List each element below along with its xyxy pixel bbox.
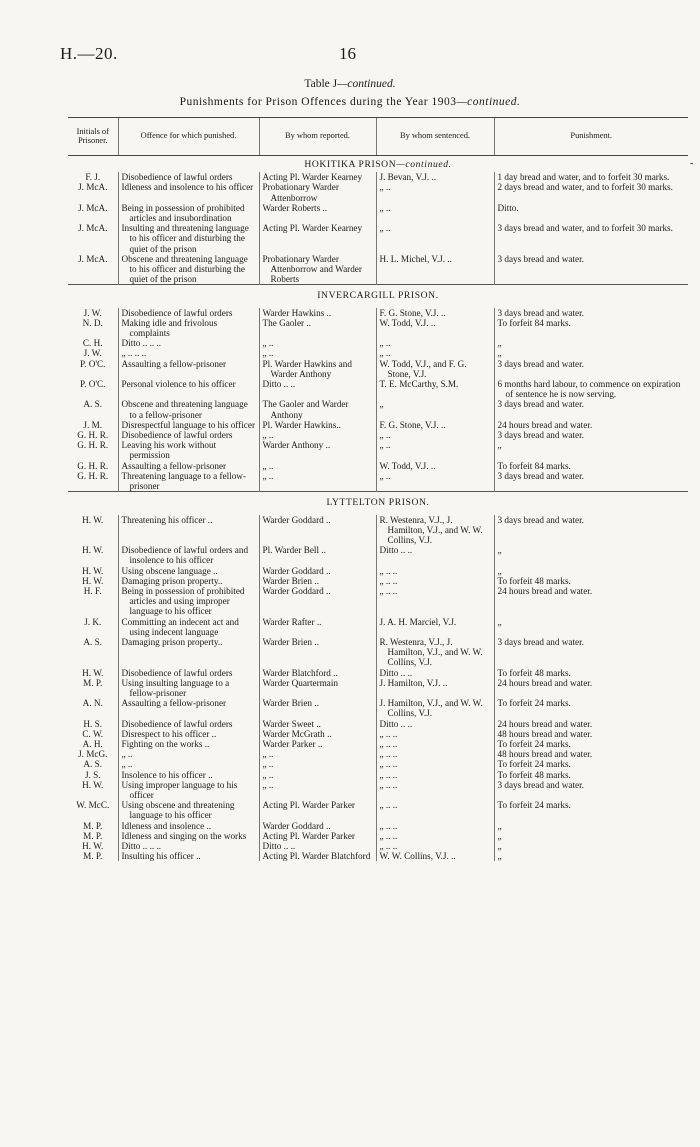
- punishment-cell: 3 days bread and water.: [494, 515, 688, 546]
- column-header-sentenced: By whom sentenced.: [376, 118, 494, 156]
- table-row: [68, 770, 688, 780]
- offence-cell: „ ..: [118, 749, 259, 759]
- punishment-cell: To forfeit 48 marks.: [494, 770, 688, 780]
- sentenced-by-cell: „ .. ..: [376, 576, 494, 586]
- reported-by-cell: Warder Goddard ..: [259, 566, 376, 576]
- table-row: [68, 821, 688, 831]
- offence-cell: Idleness and insolence to his officer: [118, 182, 259, 202]
- punishment-cell: „: [494, 338, 688, 348]
- reported-by-cell: Warder Goddard ..: [259, 821, 376, 831]
- offence-cell: Threatening his officer ..: [118, 515, 259, 546]
- sentenced-by-cell: W. W. Collins, V.J. ..: [376, 851, 494, 861]
- punishment-cell: Ditto.: [494, 203, 688, 223]
- punishment-cell: „: [494, 821, 688, 831]
- reported-by-cell: „ ..: [259, 780, 376, 800]
- table-row: [68, 800, 688, 820]
- offence-cell: Ditto .. .. ..: [118, 338, 259, 348]
- reported-by-cell: Warder Brien ..: [259, 637, 376, 668]
- punishment-cell: 2 days bread and water, and to forfeit 30 marks.: [494, 182, 688, 202]
- punishment-cell: 3 days bread and water, and to forfeit 30 marks.: [494, 223, 688, 254]
- table-row: [68, 318, 688, 338]
- column-header-reported: By whom reported.: [259, 118, 376, 156]
- reported-by-cell: Warder Anthony ..: [259, 440, 376, 460]
- initials-cell: G. H. R.: [77, 470, 109, 481]
- table-row: [68, 739, 688, 749]
- column-header-offence: Offence for which punished.: [118, 118, 259, 156]
- offence-cell: Fighting on the works ..: [118, 739, 259, 749]
- section-name: HOKITIKA PRISON: [304, 159, 397, 170]
- table-row: [68, 749, 688, 759]
- offence-cell: Disobedience of lawful orders: [118, 668, 259, 678]
- table-row: [68, 223, 688, 254]
- initials-cell: G. H. R.: [77, 430, 109, 441]
- table-row: [68, 780, 688, 800]
- reported-by-cell: Warder Quartermain: [259, 678, 376, 698]
- sentenced-by-cell: Ditto .. ..: [376, 668, 494, 678]
- sentenced-by-cell: „ ..: [376, 440, 494, 460]
- initials-cell: J. M.: [83, 419, 103, 430]
- offence-cell: Idleness and insolence ..: [118, 821, 259, 831]
- sentenced-by-cell: J. Hamilton, V.J. ..: [376, 678, 494, 698]
- initials-cell: H. W.: [82, 779, 104, 790]
- punishment-cell: To forfeit 24 marks.: [494, 698, 688, 718]
- sentenced-by-cell: Ditto .. ..: [376, 545, 494, 565]
- initials-cell: J. McA.: [78, 253, 108, 264]
- table-row: [68, 203, 688, 223]
- reported-by-cell: „ ..: [259, 471, 376, 492]
- reported-by-cell: The Gaoler ..: [259, 318, 376, 338]
- punishment-cell: 3 days bread and water.: [494, 471, 688, 492]
- initials-cell: J. W.: [83, 307, 102, 318]
- initials-cell: P. O'C.: [80, 358, 106, 369]
- sentenced-by-cell: „ .. ..: [376, 780, 494, 800]
- punishment-cell: 3 days bread and water.: [494, 430, 688, 440]
- sentenced-by-cell: R. Westenra, V.J., J. Hamilton, V.J., and W. W. Collins, V.J.: [376, 637, 494, 668]
- table-row: [68, 348, 688, 358]
- reported-by-cell: Warder Blatchford ..: [259, 668, 376, 678]
- table-row: [68, 576, 688, 586]
- sentenced-by-cell: Ditto .. ..: [376, 719, 494, 729]
- table-title-text: Table J: [304, 78, 338, 90]
- offence-cell: Idleness and singing on the works: [118, 831, 259, 841]
- initials-cell: J. McG.: [78, 749, 108, 760]
- punishment-cell: 24 hours bread and water.: [494, 586, 688, 617]
- offence-cell: Assaulting a fellow-prisoner: [118, 359, 259, 379]
- table-row: [68, 461, 688, 471]
- reported-by-cell: Warder Parker ..: [259, 739, 376, 749]
- sentenced-by-cell: „ .. ..: [376, 759, 494, 769]
- initials-cell: M. P.: [83, 830, 103, 841]
- punishment-cell: „: [494, 440, 688, 460]
- reported-by-cell: „ ..: [259, 770, 376, 780]
- initials-cell: M. P.: [83, 851, 103, 862]
- offence-cell: Committing an indecent act and using indecent language: [118, 617, 259, 637]
- reported-by-cell: „ ..: [259, 461, 376, 471]
- offence-cell: Disrespectful language to his officer: [118, 420, 259, 430]
- reported-by-cell: Acting Pl. Warder Parker: [259, 800, 376, 820]
- table-row: [68, 831, 688, 841]
- offence-cell: Disobedience of lawful orders: [118, 172, 259, 182]
- punishment-cell: 6 months hard labour, to commence on expiration of sentence he is now serving.: [494, 379, 688, 399]
- initials-cell: N. D.: [82, 317, 103, 328]
- reported-by-cell: Probationary Warder Attenborrow and Warder Roberts: [259, 254, 376, 285]
- sentenced-by-cell: J. A. H. Marciel, V.J.: [376, 617, 494, 637]
- punishment-cell: 3 days bread and water.: [494, 780, 688, 800]
- initials-cell: H. F.: [83, 585, 102, 596]
- punishment-cell: 24 hours bread and water.: [494, 420, 688, 430]
- reported-by-cell: Pl. Warder Bell ..: [259, 545, 376, 565]
- initials-cell: M. P.: [83, 677, 103, 688]
- sentenced-by-cell: J. Hamilton, V.J., and W. W. Collins, V.J.: [376, 698, 494, 718]
- initials-cell: C. H.: [82, 338, 103, 349]
- offence-cell: Threatening language to a fellow-prisoner: [118, 471, 259, 492]
- offence-cell: Personal violence to his officer: [118, 379, 259, 399]
- sentenced-by-cell: „ .. ..: [376, 749, 494, 759]
- section-heading: [68, 156, 688, 173]
- punishment-cell: To forfeit 84 marks.: [494, 318, 688, 338]
- page-number: 16: [339, 44, 356, 63]
- offence-cell: Assaulting a fellow-prisoner: [118, 698, 259, 718]
- table-row: [68, 379, 688, 399]
- offence-cell: Making idle and frivolous complaints: [118, 318, 259, 338]
- reported-by-cell: Acting Pl. Warder Kearney: [259, 223, 376, 254]
- initials-cell: J. McA.: [78, 223, 108, 234]
- reported-by-cell: „ ..: [259, 759, 376, 769]
- offence-cell: Using insulting language to a fellow-prisoner: [118, 678, 259, 698]
- punishment-cell: 3 days bread and water.: [494, 254, 688, 285]
- punishment-cell: 48 hours bread and water.: [494, 749, 688, 759]
- punishment-cell: „: [494, 617, 688, 637]
- punishment-cell: To forfeit 48 marks.: [494, 576, 688, 586]
- reported-by-cell: Ditto .. ..: [259, 379, 376, 399]
- initials-cell: A. S.: [83, 636, 103, 647]
- initials-cell: H. W.: [82, 575, 104, 586]
- reported-by-cell: Warder Rafter ..: [259, 617, 376, 637]
- sentenced-by-cell: „ .. ..: [376, 831, 494, 841]
- sentenced-by-cell: „ .. ..: [376, 586, 494, 617]
- punishment-cell: To forfeit 48 marks.: [494, 668, 688, 678]
- section-heading-row: [68, 156, 688, 173]
- sentenced-by-cell: „ ..: [376, 182, 494, 202]
- table-title-suffix: —continued.: [337, 78, 396, 90]
- table-row: [68, 471, 688, 492]
- reported-by-cell: „ ..: [259, 749, 376, 759]
- initials-cell: J. McA.: [78, 182, 108, 193]
- reported-by-cell: Warder Goddard ..: [259, 515, 376, 546]
- sentenced-by-cell: „ ..: [376, 348, 494, 358]
- table-row: [68, 515, 688, 546]
- sentenced-by-cell: F. G. Stone, V.J. ..: [376, 420, 494, 430]
- reported-by-cell: Warder Roberts ..: [259, 203, 376, 223]
- sentenced-by-cell: „ ..: [376, 471, 494, 492]
- section-name-suffix: —continued.: [396, 159, 452, 170]
- initials-cell: H. W.: [82, 514, 104, 525]
- reported-by-cell: Warder McGrath ..: [259, 729, 376, 739]
- table-row: [68, 182, 688, 202]
- sentenced-by-cell: „ .. ..: [376, 841, 494, 851]
- reported-by-cell: Ditto .. ..: [259, 841, 376, 851]
- table-row: [68, 617, 688, 637]
- initials-cell: G. H. R.: [77, 440, 109, 451]
- sentenced-by-cell: „ ..: [376, 203, 494, 223]
- sentenced-by-cell: „ .. ..: [376, 729, 494, 739]
- initials-cell: A. N.: [82, 698, 103, 709]
- table-title: [0, 78, 700, 90]
- punishment-cell: 1 day bread and water, and to forfeit 30 marks.: [494, 172, 688, 182]
- reported-by-cell: Warder Sweet ..: [259, 719, 376, 729]
- punishment-cell: „: [494, 841, 688, 851]
- table-row: [68, 759, 688, 769]
- table-header: [68, 118, 688, 156]
- initials-cell: G. H. R.: [77, 460, 109, 471]
- table-subtitle-suffix: —continued.: [456, 96, 521, 108]
- initials-cell: J. McA.: [78, 202, 108, 213]
- table-body: [68, 156, 688, 862]
- sentenced-by-cell: F. G. Stone, V.J. ..: [376, 308, 494, 318]
- sentenced-by-cell: T. E. McCarthy, S.M.: [376, 379, 494, 399]
- reported-by-cell: „ ..: [259, 348, 376, 358]
- table-row: [68, 678, 688, 698]
- header-row: [68, 118, 688, 156]
- offence-cell: Disobedience of lawful orders: [118, 308, 259, 318]
- initials-cell: P. O'C.: [80, 379, 106, 390]
- offence-cell: „ ..: [118, 759, 259, 769]
- column-header-initials: Initials of Prisoner.: [68, 118, 118, 156]
- reported-by-cell: Probationary Warder Attenborrow: [259, 182, 376, 202]
- offence-cell: Using obscene language ..: [118, 566, 259, 576]
- initials-cell: H. W.: [82, 565, 104, 576]
- offence-cell: Obscene and threatening language to a fellow-prisoner: [118, 399, 259, 419]
- offence-cell: Being in possession of prohibited articles and insubordination: [118, 203, 259, 223]
- offence-cell: „ .. .. ..: [118, 348, 259, 358]
- sentenced-by-cell: W. Todd, V.J. ..: [376, 318, 494, 338]
- reported-by-cell: Acting Pl. Warder Kearney: [259, 172, 376, 182]
- punishment-cell: „: [494, 831, 688, 841]
- offence-cell: Disobedience of lawful orders: [118, 430, 259, 440]
- initials-cell: H. W.: [82, 841, 104, 851]
- section-name: INVERCARGILL PRISON.: [317, 290, 439, 302]
- margin-mark: ‑: [690, 158, 694, 169]
- table-row: [68, 399, 688, 419]
- punishment-cell: 24 hours bread and water.: [494, 678, 688, 698]
- initials-cell: F. J.: [85, 172, 101, 183]
- sentenced-by-cell: „ ..: [376, 223, 494, 254]
- sentenced-by-cell: H. L. Michel, V.J. ..: [376, 254, 494, 285]
- table-row: [68, 698, 688, 718]
- table-row: [68, 719, 688, 729]
- punishment-cell: To forfeit 24 marks.: [494, 759, 688, 769]
- punishment-cell: 3 days bread and water.: [494, 637, 688, 668]
- reported-by-cell: Warder Goddard ..: [259, 586, 376, 617]
- reported-by-cell: Acting Pl. Warder Blatchford: [259, 851, 376, 861]
- reported-by-cell: Warder Brien ..: [259, 698, 376, 718]
- section-heading: [68, 492, 688, 515]
- sentenced-by-cell: „ ..: [376, 430, 494, 440]
- offence-cell: Damaging prison property..: [118, 637, 259, 668]
- table-row: [68, 545, 688, 565]
- punishments-table: [68, 117, 688, 861]
- reported-by-cell: The Gaoler and Warder Anthony: [259, 399, 376, 419]
- table-row: [68, 566, 688, 576]
- section-heading-row: [68, 285, 688, 308]
- initials-cell: H. W.: [82, 545, 104, 556]
- sentenced-by-cell: R. Westenra, V.J., J. Hamilton, V.J., and W. W. Collins, V.J.: [376, 515, 494, 546]
- section-heading: [68, 285, 688, 308]
- sentenced-by-cell: „ .. ..: [376, 739, 494, 749]
- sentenced-by-cell: „ .. ..: [376, 800, 494, 820]
- offence-cell: Ditto .. .. ..: [118, 841, 259, 851]
- punishment-cell: „: [494, 545, 688, 565]
- initials-cell: W. McC.: [76, 800, 110, 811]
- offence-cell: Obscene and threatening language to his officer and disturbing the quiet of the prison: [118, 254, 259, 285]
- table-row: [68, 338, 688, 348]
- column-header-punishment: Punishment.: [494, 118, 688, 156]
- table-subtitle-text: Punishments for Prison Offences during the Year 1903: [179, 96, 457, 108]
- punishment-cell: „: [494, 566, 688, 576]
- table-row: [68, 841, 688, 851]
- table-row: [68, 254, 688, 285]
- offence-cell: Damaging prison property..: [118, 576, 259, 586]
- sentenced-by-cell: „ .. ..: [376, 821, 494, 831]
- table-row: [68, 637, 688, 668]
- reported-by-cell: Pl. Warder Hawkins..: [259, 420, 376, 430]
- table-row: [68, 586, 688, 617]
- punishment-cell: 3 days bread and water.: [494, 399, 688, 419]
- table-row: [68, 308, 688, 318]
- sentenced-by-cell: W. Todd, V.J., and F. G. Stone, V.J.: [376, 359, 494, 379]
- table-row: [68, 851, 688, 861]
- table-row: [68, 430, 688, 440]
- offence-cell: Disobedience of lawful orders and insolence to his officer: [118, 545, 259, 565]
- offence-cell: Leaving his work without permission: [118, 440, 259, 460]
- initials-cell: C. W.: [82, 728, 104, 739]
- reported-by-cell: „ ..: [259, 430, 376, 440]
- reported-by-cell: Pl. Warder Hawkins and Warder Anthony: [259, 359, 376, 379]
- offence-cell: Disobedience of lawful orders: [118, 719, 259, 729]
- sentenced-by-cell: „ .. ..: [376, 566, 494, 576]
- initials-cell: J. K.: [84, 616, 102, 627]
- table-row: [68, 668, 688, 678]
- sentenced-by-cell: W. Todd, V.J. ..: [376, 461, 494, 471]
- initials-cell: J. W.: [83, 348, 102, 359]
- table-subtitle: [0, 96, 700, 108]
- punishment-cell: To forfeit 84 marks.: [494, 461, 688, 471]
- initials-cell: A. S.: [83, 399, 103, 410]
- table-row: [68, 440, 688, 460]
- punishment-cell: „: [494, 348, 688, 358]
- offence-cell: Using obscene and threatening language to his officer: [118, 800, 259, 820]
- offence-cell: Insulting and threatening language to his officer and disturbing the quiet of the prison: [118, 223, 259, 254]
- offence-cell: Using improper language to his officer: [118, 780, 259, 800]
- offence-cell: Disrespect to his officer ..: [118, 729, 259, 739]
- report-reference: H.—20.: [60, 44, 118, 63]
- reported-by-cell: Warder Brien ..: [259, 576, 376, 586]
- punishment-cell: 48 hours bread and water.: [494, 729, 688, 739]
- sentenced-by-cell: „: [376, 399, 494, 419]
- punishment-cell: 3 days bread and water.: [494, 359, 688, 379]
- initials-cell: H. W.: [82, 667, 104, 678]
- offence-cell: Being in possession of prohibited articles and using improper language to his officer: [118, 586, 259, 617]
- sentenced-by-cell: „ .. ..: [376, 770, 494, 780]
- punishment-cell: To forfeit 24 marks.: [494, 739, 688, 749]
- punishment-cell: To forfeit 24 marks.: [494, 800, 688, 820]
- section-name: LYTTELTON PRISON.: [326, 497, 430, 509]
- initials-cell: A. S.: [83, 759, 103, 770]
- sentenced-by-cell: „ ..: [376, 338, 494, 348]
- punishment-cell: 3 days bread and water.: [494, 308, 688, 318]
- initials-cell: J. S.: [84, 769, 101, 780]
- table-row: [68, 359, 688, 379]
- reported-by-cell: Acting Pl. Warder Parker: [259, 831, 376, 841]
- offence-cell: Insulting his officer ..: [118, 851, 259, 861]
- table-row: [68, 420, 688, 430]
- initials-cell: M. P.: [83, 820, 103, 831]
- table-row: [68, 172, 688, 182]
- reported-by-cell: „ ..: [259, 338, 376, 348]
- reported-by-cell: Warder Hawkins ..: [259, 308, 376, 318]
- sentenced-by-cell: J. Bevan, V.J. ..: [376, 172, 494, 182]
- offence-cell: Insolence to his officer ..: [118, 770, 259, 780]
- initials-cell: H. S.: [83, 718, 103, 729]
- table-row: [68, 729, 688, 739]
- section-heading-row: [68, 492, 688, 515]
- offence-cell: Assaulting a fellow-prisoner: [118, 461, 259, 471]
- punishment-cell: 24 hours bread and water.: [494, 719, 688, 729]
- initials-cell: A. H.: [82, 738, 103, 749]
- punishment-cell: „: [494, 851, 688, 861]
